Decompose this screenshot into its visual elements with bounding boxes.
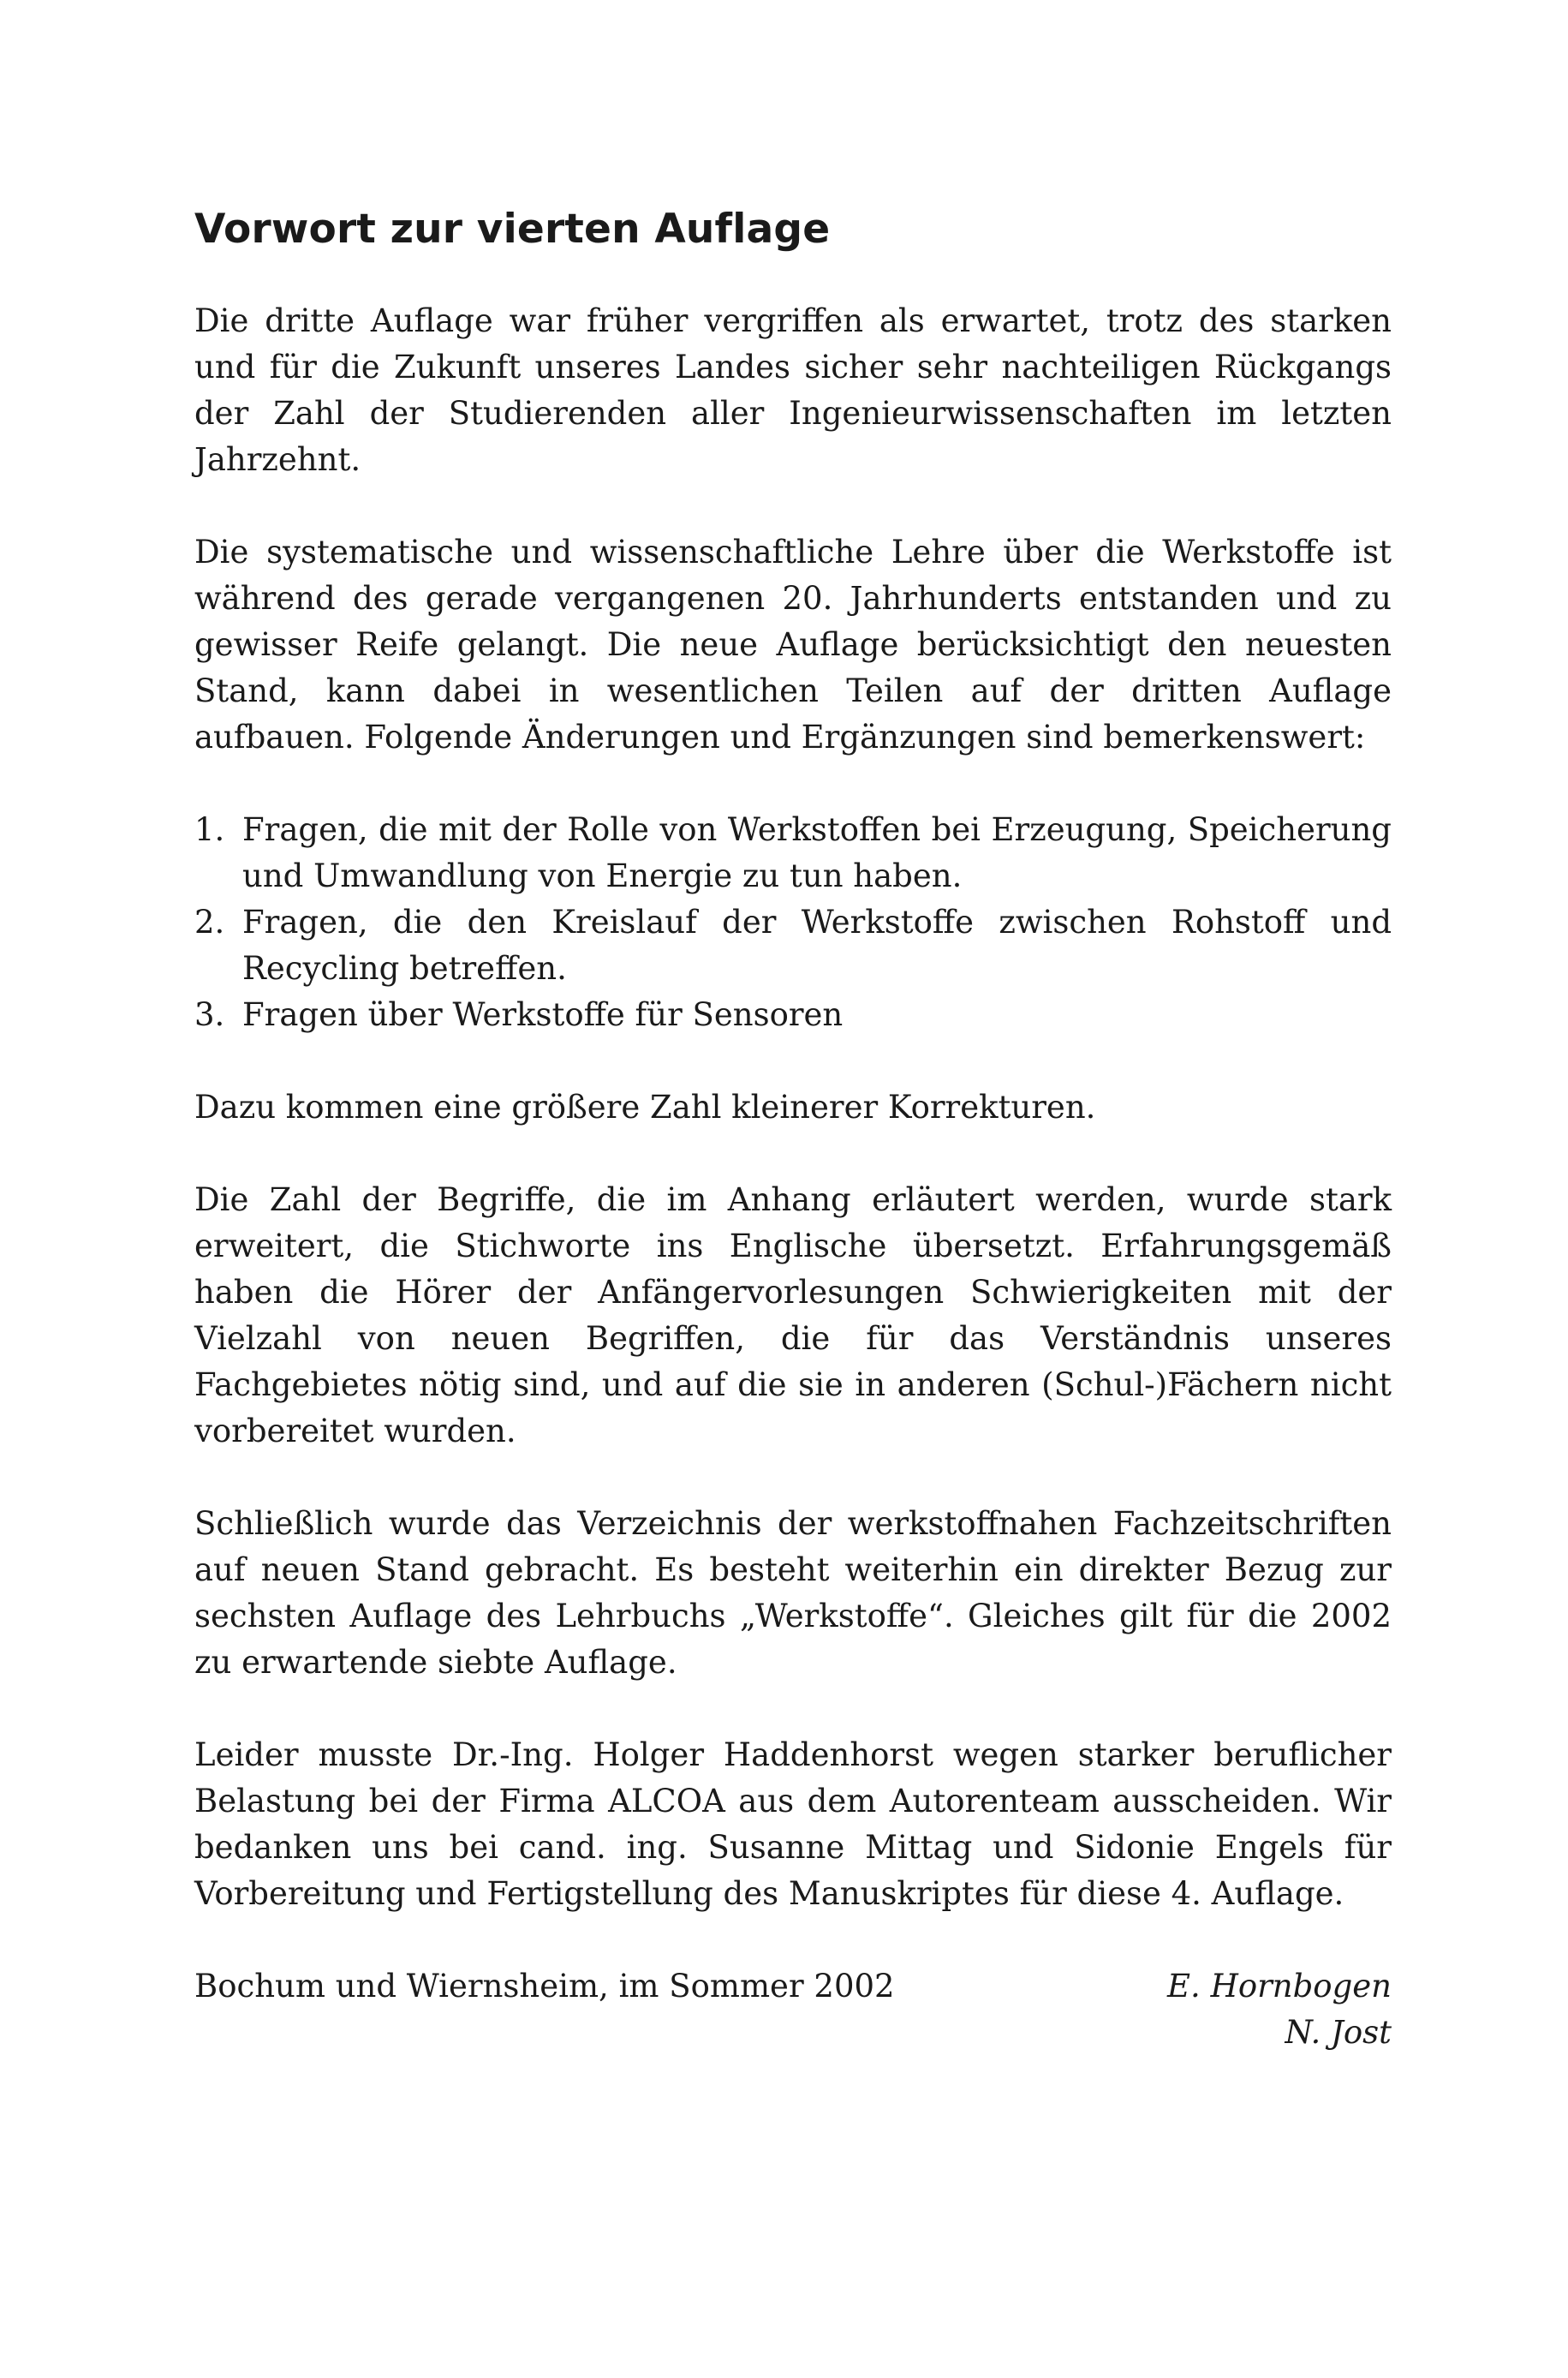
list-item-number: 3. [194, 996, 225, 1034]
list-item-text: Fragen über Werkstoffe für Sensoren [242, 996, 844, 1034]
list-item [194, 992, 1392, 1038]
paragraph-fachzeitschriften: Schließlich wurde das Verzeichnis der werkstoffnahen Fachzeitschriften auf neuen Stand gebracht. Es besteht weiterhin ein direkter Bezug zur sechsten Auflage des Lehrbuchs „Werkstoffe“. Gleiches gilt für die 2002 zu erwartende siebte Auflage. [194, 1505, 1392, 1682]
changes-list [194, 807, 1392, 1038]
paragraph-korrekturen: Dazu kommen eine größere Zahl kleinerer Korrekturen. [194, 1089, 1096, 1126]
paragraph-intro: Die dritte Auflage war früher vergriffen als erwartet, trotz des starken und für die Zukunft unseres Landes sicher sehr nachteiligen Rückgangs der Zahl der Studierenden aller Ingenieurwissenschaften im letzten Jahrzehnt. [194, 302, 1392, 479]
author-name: N. Jost [1285, 2014, 1392, 2052]
document-page [194, 206, 1392, 2056]
list-item [194, 899, 1392, 992]
paragraph-lehre: Die systematische und wissenschaftliche Lehre über die Werkstoffe ist während des gerade vergangenen 20. Jahrhunderts entstanden und zu gewisser Reife gelangt. Die neue Auflage berücksichtigt den neuesten Stand, kann dabei in wesentlichen Teilen auf der dritten Auflage aufbauen. Folgende Änderungen und Ergänzungen sind bemerkenswert: [194, 534, 1392, 756]
list-item-number: 1. [194, 811, 225, 849]
paragraph-danksagung: Leider musste Dr.-Ing. Holger Haddenhorst wegen starker beruflicher Belastung bei der Firma ALCOA aus dem Autorenteam ausscheiden. Wir bedanken uns bei cand. ing. Susanne Mittag und Sidonie Engels für Vorbereitung und Fertigstellung des Manuskriptes für diese 4. Auflage. [194, 1736, 1392, 1913]
list-item-text: Fragen, die mit der Rolle von Werkstoffen bei Erzeugung, Speicherung und Umwandlung von Energie zu tun haben. [242, 811, 1392, 895]
closing-signature [194, 1963, 1392, 2056]
list-item-text: Fragen, die den Kreislauf der Werkstoffe zwischen Rohstoff und Recycling betreffen. [242, 904, 1392, 988]
page-title: Vorwort zur vierten Auflage [194, 206, 831, 253]
place-date: Bochum und Wiernsheim, im Sommer 2002 [194, 1968, 895, 2005]
list-item [194, 807, 1392, 899]
paragraph-begriffe: Die Zahl der Begriffe, die im Anhang erläutert werden, wurde stark erweitert, die Stichworte ins Englische übersetzt. Erfahrungsgemäß haben die Hörer der Anfängervorlesungen Schwierigkeiten mit der Vielzahl von neuen Begriffen, die für das Verständnis unseres Fachgebietes nötig sind, und auf die sie in anderen (Schul-)Fächern nicht vorbereitet wurden. [194, 1181, 1392, 1450]
list-item-number: 2. [194, 904, 225, 941]
author-name: E. Hornbogen [1167, 1968, 1392, 2005]
authors [1167, 1963, 1392, 2056]
